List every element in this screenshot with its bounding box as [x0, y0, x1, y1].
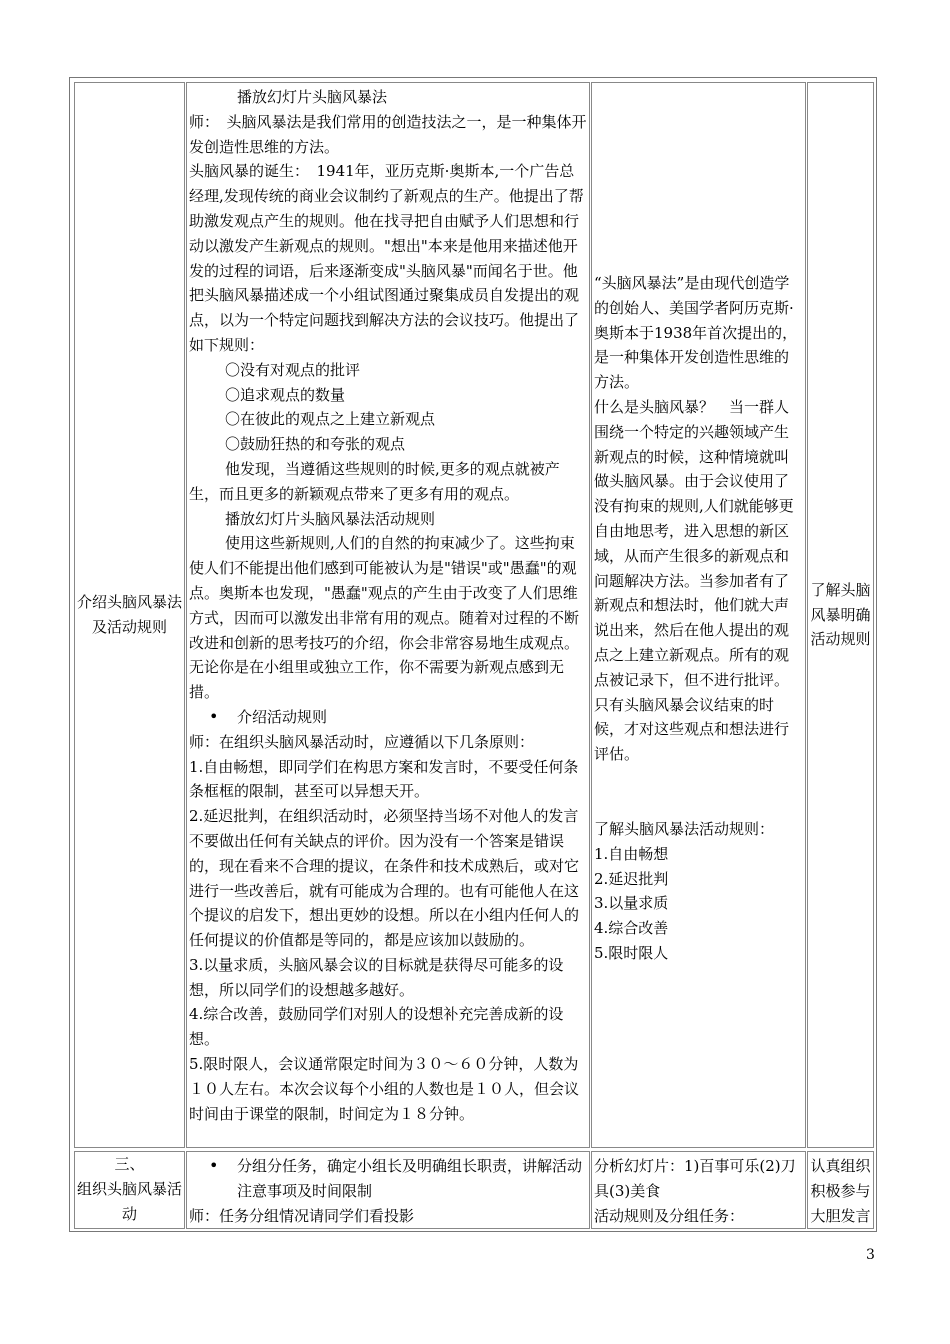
student-rule: 2.延迟批判 [594, 869, 669, 888]
rule-item: 〇没有对观点的批评 [225, 360, 361, 379]
teacher-line: 师：任务分组情况请同学们看投影 [189, 1206, 415, 1225]
lesson-plan-table [69, 77, 877, 1232]
bullet-text: 介绍活动规则 [237, 707, 328, 726]
section-three-cell [74, 1151, 185, 1229]
student-rule: 4.综合改善 [594, 919, 669, 938]
section-label: 介绍头脑风暴法及活动规则 [76, 593, 182, 636]
bullet-text: 分组分任务，确定小组长及明确组长职责，讲解活动注意事项及时间限制 [237, 1157, 583, 1200]
student-intro: “头脑风暴法”是由现代创造学的创始人、美国学者阿历克斯·奥斯本于1938年首次提出的，是一种集体开发创造性思维的方法。 [594, 274, 798, 392]
teacher-activity-cell [186, 82, 590, 1148]
bullet-item [189, 705, 587, 730]
section-number: 三、 [114, 1155, 145, 1173]
bullet-item [189, 1154, 587, 1204]
student-what: 什么是头脑风暴？ 当一群人围绕一个特定的兴趣领域产生新观点的时候，这种情境就叫做头脑风暴。由于会议使用了没有拘束的规则,人们就能够更自由地思考，进入思想的新区域，从而产生很多的新观点和问题解决方法。当参加者有了新观点和想法时，他们就大声说出来，然后在他人提出的观点之上建立新观点。所有的观点被记录下，但不进行批评。只有头脑风暴会议结束的时候，才对这些观点和想法进行评估。 [594, 397, 794, 764]
principle-item: 2.延迟批判，在组织活动时，必须坚持当场不对他人的发言不要做出任何有关缺点的评价。因为没有一个答案是错误的，现在看来不合理的提议，在条件和技术成熟后，或对它进行一些改善后，就有可能成为合理的。也有可能他人在这个提议的启发下，想出更妙的设想。所以在小组内任何人的任何提议的价值都是等同的，都是应该加以鼓励的。 [189, 807, 580, 950]
student-rule: 3.以量求质 [594, 894, 669, 913]
principle-item: 4.综合改善，鼓励同学们对别人的设想补充完善成新的设想。 [189, 1005, 564, 1049]
bullet-icon: • [209, 1156, 219, 1175]
student-rule: 5.限时限人 [594, 943, 669, 962]
bullet-icon: • [209, 706, 219, 726]
purpose-text: 认真组织积极参与大胆发言 [810, 1157, 871, 1225]
section-label-cell [74, 82, 185, 1148]
student-activity-cell [591, 82, 806, 1148]
principle-item: 1.自由畅想，即同学们在构思方案和发言时，不要受任何条条框框的限制，甚至可以异想天开。 [189, 757, 579, 801]
principle-item: 3.以量求质，头脑风暴会议的目标就是获得尽可能多的设想，所以同学们的设想越多越好。 [189, 955, 564, 999]
slide-title: 播放幻灯片头脑风暴法 [237, 88, 388, 106]
purpose-text: 了解头脑风暴明确活动规则 [810, 580, 871, 649]
student-line: 活动规则及分组任务： [594, 1206, 745, 1225]
teacher-intro: 师： 头脑风暴法是我们常用的创造技法之一，是一种集体开发创造性思维的方法。 [189, 112, 587, 156]
use-paragraph: 使用这些新规则,人们的自然的拘束减少了。这些拘束使人们不能提出他们感到可能被认为是"错误"或"愚蠢"的观点。奥斯本也发现，"愚蠢"观点的产生由于改变了人们思维方式，因而可以激发出非常有用的观点。随着对过程的不断改进和创新的思考技巧的介绍，你会非常容易地生成观点。无论你是在小组里或独立工作，你不需要为新观点感到无措。 [189, 534, 580, 702]
student-activity-cell [591, 1151, 806, 1229]
principles-intro: 师：在组织头脑风暴活动时，应遵循以下几条原则： [189, 732, 535, 751]
purpose-cell [807, 82, 874, 1148]
slide-rules-title: 播放幻灯片头脑风暴法活动规则 [225, 509, 436, 528]
principle-item: 5.限时限人，会议通常限定时间为３０～６０分钟，人数为１０人左右。本次会议每个小组的人数也是１０人，但会议时间由于课堂的限制，时间定为１８分钟。 [189, 1055, 580, 1123]
rule-item: 〇鼓励狂热的和夸张的观点 [225, 435, 406, 454]
rule-item: 〇在彼此的观点之上建立新观点 [225, 410, 436, 429]
found-paragraph: 他发现，当遵循这些规则的时候,更多的观点就被产生，而且更多的新颖观点带来了更多有用的观点。 [189, 459, 560, 503]
teacher-activity-cell [186, 1151, 590, 1229]
student-rules-title: 了解头脑风暴法活动规则： [594, 819, 775, 838]
page-number: 3 [866, 1247, 875, 1263]
section-label: 组织头脑风暴活动 [76, 1179, 182, 1223]
purpose-cell [807, 1151, 874, 1229]
student-rule: 1.自由畅想 [594, 844, 669, 863]
brainstorm-origin: 头脑风暴的诞生： 1941年，亚历克斯·奥斯本,一个广告总经理,发现传统的商业会议制约了新观点的生产。他提出了帮助激发观点产生的规则。他在找寻把自由赋予人们思想和行动以激发产生新观点的规则。"想出"本来是他用来描述他开发的过程的词语，后来逐渐变成"头脑风暴"而闻名于世。他把头脑风暴描述成一个小组试图通过聚集成员自发提出的观点，以为一个特定问题找到解决方法的会议技巧。他提出了如下规则： [189, 162, 584, 354]
rule-item: 〇追求观点的数量 [225, 385, 346, 404]
student-line: 分析幻灯片：1)百事可乐(2)刀具(3)美食 [594, 1157, 796, 1200]
